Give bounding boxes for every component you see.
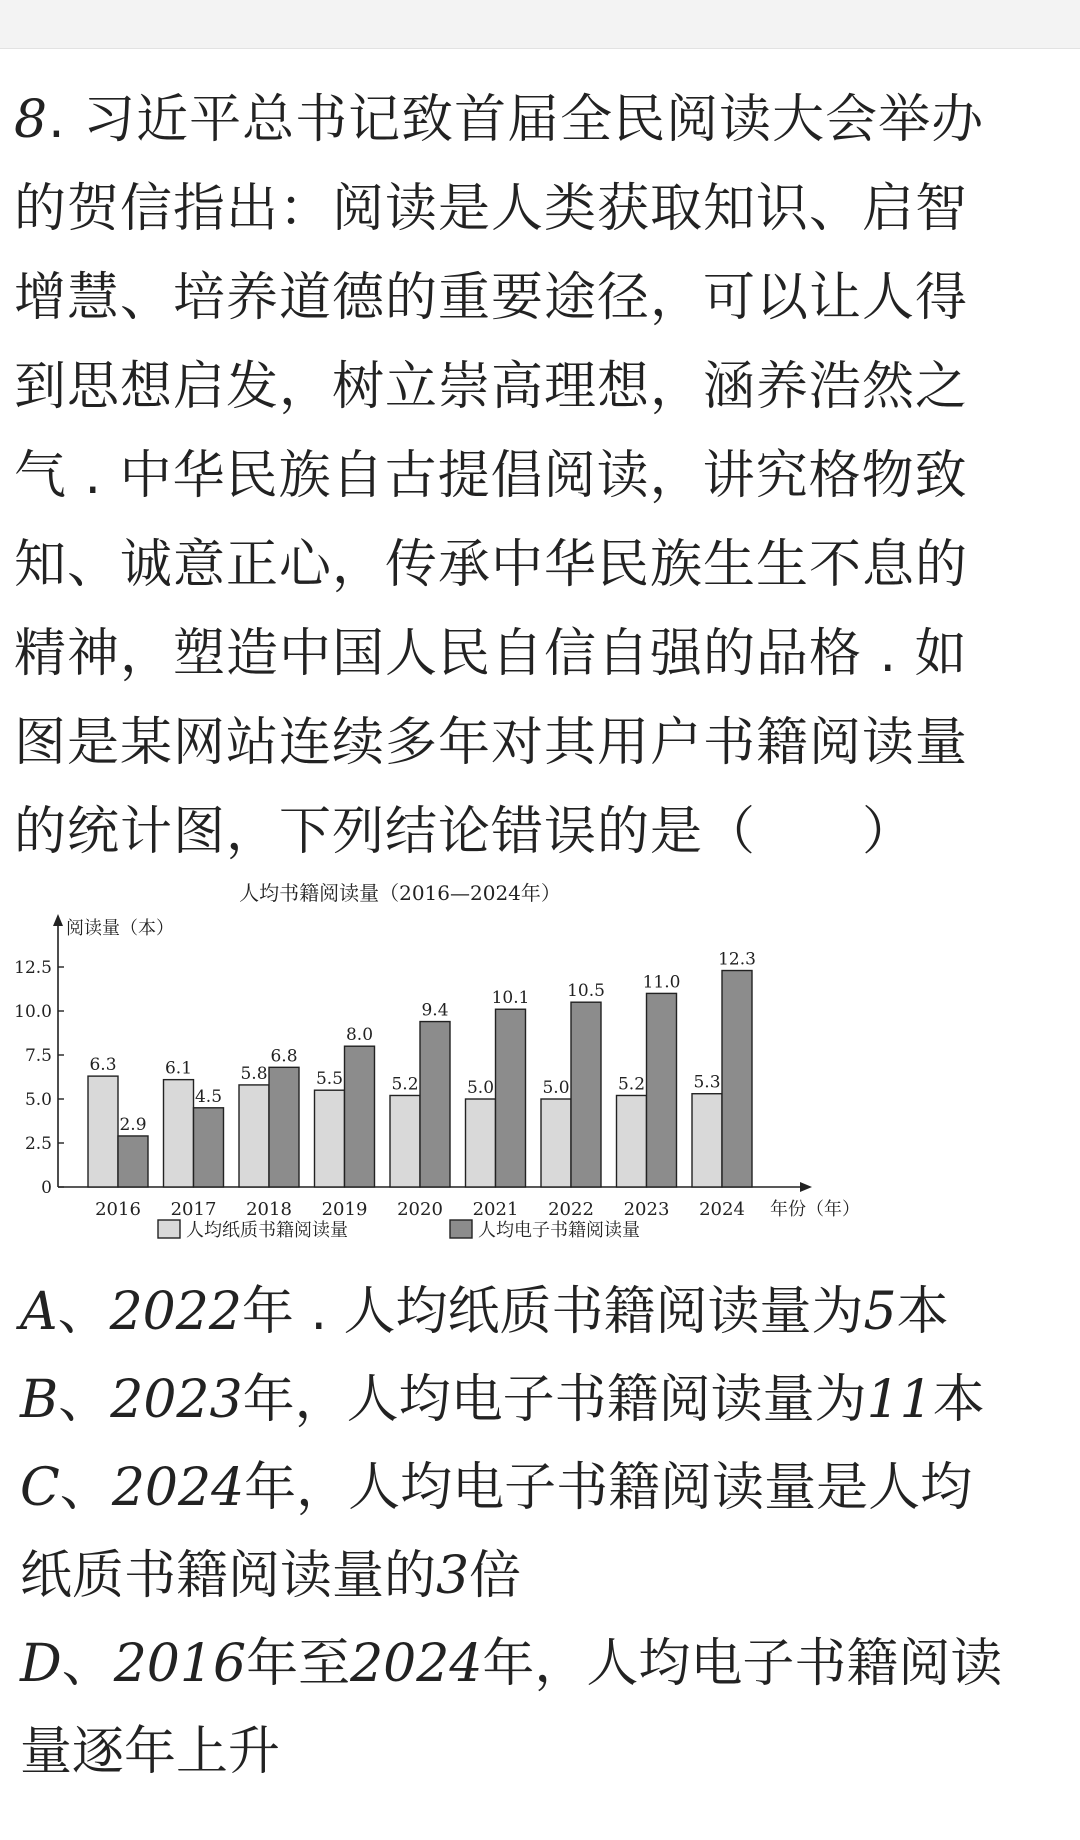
option-text-part: B [20,1370,59,1430]
option-c[interactable] [20,1444,1070,1620]
bar-paper-value-label: 5.3 [693,1072,721,1093]
option-line [20,1268,1070,1356]
legend-swatch-electronic [450,1220,472,1238]
question-line [14,432,1064,521]
y-tick-label: 5.0 [24,1090,52,1110]
bar-paper-value-label: 5.0 [466,1078,495,1098]
legend-label-paper: 人均纸质书籍阅读量 [186,1220,348,1241]
x-tick-label: 2023 [623,1199,670,1220]
bar-electronic [571,1002,601,1187]
bar-paper-value-label: 5.8 [240,1063,268,1084]
question-line [14,610,1064,699]
question-line-text: 的统计图，下列结论错误的是（ ） [14,802,916,862]
bar-electronic-value-label: 11.0 [642,972,681,993]
option-text-part: 2023 [110,1370,243,1430]
option-text-part: 年至 [246,1634,351,1694]
bar-electronic [420,1022,450,1187]
bar-chart [0,870,900,1265]
question-line-text: 图是某网站连续多年对其用户书籍阅读量 [14,713,969,773]
question-number: 8 [14,90,49,150]
question-line [14,788,1064,877]
x-tick-label: 2016 [95,1199,141,1220]
option-text-part: 年，人均电子书籍阅读量为 [242,1370,867,1430]
bar-electronic-value-label: 12.3 [718,949,756,970]
option-a[interactable] [20,1268,1070,1356]
option-text-part: 2024 [111,1458,245,1518]
option-text-part: 纸质书籍阅读量的 [20,1546,437,1606]
question-line-text: 气 . 中华民族自古提倡阅读，讲究格物致 [14,446,968,506]
y-axis-arrow [53,914,63,926]
option-text-part: 倍 [469,1546,522,1606]
option-text-part: 3 [436,1546,470,1606]
chart-svg [0,870,900,1265]
bar-electronic [345,1046,375,1187]
question-line-text: 知、诚意正心，传承中华民族生生不息的 [14,535,969,595]
question-line-text: 精神，塑造中国人民自信自强的品格 . 如 [14,624,968,684]
question-line-text: 到思想启发，树立崇高理想，涵养浩然之 [14,357,969,417]
bar-paper [617,1095,647,1187]
option-d[interactable] [20,1620,1070,1796]
bar-electronic [269,1067,299,1187]
y-tick-label: 2.5 [24,1134,52,1154]
bar-paper [390,1095,420,1187]
bar-electronic [194,1108,224,1187]
question-text [14,76,1064,877]
question-line-text: 的贺信指出：阅读是人类获取知识、启智 [14,179,969,239]
bar-paper [466,1099,496,1187]
legend-swatch-paper [158,1220,180,1238]
y-tick-label: 12.5 [14,958,52,978]
bar-paper [88,1076,118,1187]
bar-electronic-value-label: 8.0 [345,1025,374,1046]
x-axis-arrow [800,1182,812,1192]
y-tick-label: 10.0 [14,1002,52,1022]
bar-paper-value-label: 5.0 [542,1078,570,1098]
y-axis-label: 阅读量（本） [66,918,174,939]
bar-paper-value-label: 6.1 [164,1058,193,1079]
option-text-part: 5 [863,1282,897,1342]
bar-paper-value-label: 5.5 [315,1069,344,1090]
legend-label-electronic: 人均电子书籍阅读量 [478,1220,640,1241]
option-text-part: 、 [58,1370,111,1430]
bar-electronic-value-label: 10.5 [567,981,605,1002]
option-text-part: 量逐年上升 [20,1722,281,1782]
bar-electronic [647,993,677,1187]
x-tick-label: 2018 [246,1199,292,1220]
question-line [14,343,1064,432]
option-text-part: 2022 [109,1282,242,1342]
option-line [20,1532,1070,1620]
option-text-part: 、 [61,1634,114,1694]
top-bar [0,0,1080,49]
bar-paper-value-label: 5.2 [617,1074,646,1095]
bar-paper [315,1090,345,1187]
x-tick-label: 2019 [321,1199,368,1220]
option-line [20,1356,1070,1444]
bar-paper-value-label: 5.2 [391,1074,419,1095]
option-text-part: 2024 [350,1634,483,1694]
bar-electronic [496,1009,526,1187]
option-text-part: 、 [59,1458,112,1518]
bar-paper-value-label: 6.3 [89,1055,117,1076]
question-line [14,521,1064,610]
x-tick-label: 2017 [170,1199,217,1220]
x-axis-label: 年份（年） [770,1199,860,1220]
option-text-part: 本 [932,1370,985,1430]
chart-title: 人均书籍阅读量（2016—2024年） [239,881,561,905]
y-tick-label: 0 [41,1178,52,1198]
bar-paper [164,1080,194,1187]
question-line [14,254,1064,343]
bar-paper [239,1085,269,1187]
option-text-part: 本 [896,1282,949,1342]
bar-electronic [722,971,752,1187]
option-text-part: C [20,1458,60,1518]
question-line [14,699,1064,788]
option-text-part: 年 . 人均纸质书籍阅读量为 [241,1282,864,1342]
option-text-part: D [20,1634,62,1694]
option-text-part: 2016 [113,1634,247,1694]
bar-paper [541,1099,571,1187]
bar-electronic-value-label: 2.9 [119,1114,147,1135]
question-line [14,165,1064,254]
bar-electronic-value-label: 10.1 [491,988,530,1009]
option-b[interactable] [20,1356,1070,1444]
option-text-part: 、 [57,1282,110,1342]
option-line [20,1708,1070,1796]
option-text-part: A [20,1282,58,1342]
question-line-text: . 习近平总书记致首届全民阅读大会举办 [48,90,985,150]
bar-paper [692,1094,722,1187]
answer-options [20,1268,1070,1796]
x-tick-label: 2024 [699,1199,745,1220]
question-line-text: 增慧、培养道德的重要途径，可以让人得 [14,268,969,328]
question-line [14,76,1064,165]
x-tick-label: 2020 [397,1199,443,1220]
bar-electronic [118,1136,148,1187]
option-text-part: 年，人均电子书籍阅读 [482,1634,1003,1694]
option-text-part: 11 [866,1370,933,1430]
option-line [20,1620,1070,1708]
x-tick-label: 2021 [472,1199,519,1220]
y-tick-label: 7.5 [24,1046,52,1066]
bar-electronic-value-label: 6.8 [270,1046,298,1067]
option-line [20,1444,1070,1532]
option-text-part: 年，人均电子书籍阅读量是人均 [244,1458,973,1518]
bar-electronic-value-label: 4.5 [194,1086,223,1107]
x-tick-label: 2022 [548,1199,594,1220]
bar-electronic-value-label: 9.4 [421,1000,449,1021]
